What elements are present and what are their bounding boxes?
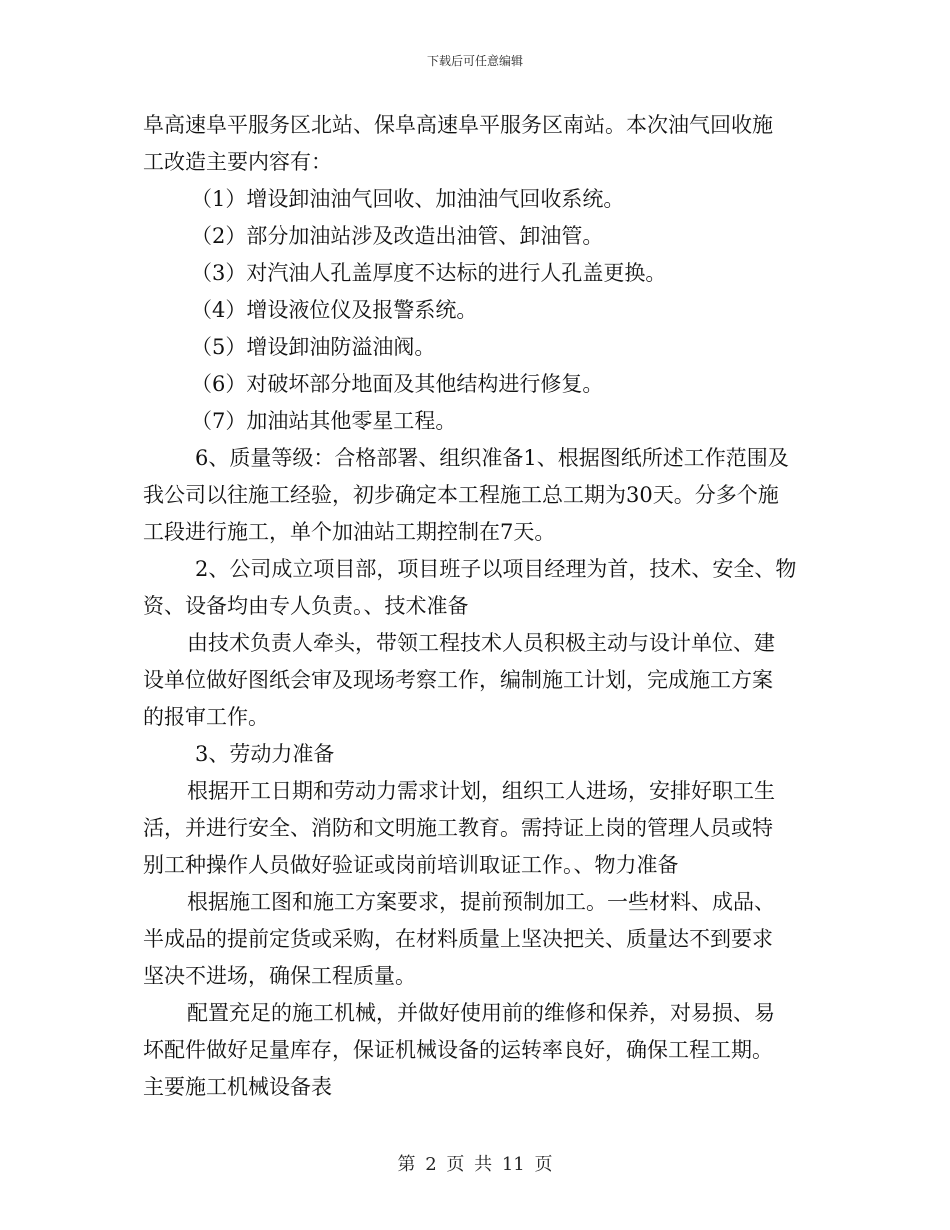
paragraph-line: 根据开工日期和劳动力需求计划，组织工人进场，安排好职工生 — [187, 779, 775, 803]
list-item: （3）对汽油人孔盖厚度不达标的进行人孔盖更换。 — [191, 261, 667, 285]
paragraph-line: 半成品的提前定货或采购，在材料质量上坚决把关、质量达不到要求 — [143, 927, 773, 951]
document-body — [143, 107, 815, 1106]
paragraph-line: 主要施工机械设备表 — [143, 1075, 332, 1099]
paragraph-line: 坏配件做好足量库存，保证机械设备的运转率良好，确保工程工期。 — [143, 1038, 773, 1062]
paragraph-line: 我公司以往施工经验，初步确定本工程施工总工期为30天。分多个施 — [143, 483, 779, 507]
list-item: （1）增设卸油油气回收、加油油气回收系统。 — [191, 187, 625, 211]
list-item: （4）增设液位仪及报警系统。 — [191, 298, 478, 322]
paragraph-line: 6、质量等级：合格部署、组织准备1、根据图纸所述工作范围及 — [195, 446, 789, 470]
paragraph-line: 坚决不进场，确保工程质量。 — [143, 964, 416, 988]
paragraph-line: 由技术负责人牵头，带领工程技术人员积极主动与设计单位、建 — [187, 631, 775, 655]
page-header-note: 下载后可任意编辑 — [426, 54, 523, 68]
list-item: （5）增设卸油防溢油阀。 — [191, 335, 436, 359]
paragraph-line: 活，并进行安全、消防和文明施工教育。需持证上岗的管理人员或特 — [143, 816, 773, 840]
paragraph-line: 的报审工作。 — [143, 705, 269, 729]
paragraph-line: 资、设备均由专人负责。、技术准备 — [143, 594, 469, 618]
paragraph-line: 别工种操作人员做好验证或岗前培训取证工作。、物力准备 — [143, 853, 679, 877]
page-number-footer: 第 2 页 共 11 页 — [397, 1154, 553, 1175]
paragraph-line: 工改造主要内容有： — [143, 150, 332, 174]
list-item: （6）对破坏部分地面及其他结构进行修复。 — [191, 372, 604, 396]
paragraph-line: 根据施工图和施工方案要求，提前预制加工。一些材料、成品、 — [187, 890, 775, 914]
list-item: （2）部分加油站涉及改造出油管、卸油管。 — [191, 224, 604, 248]
paragraph-line: 设单位做好图纸会审及现场考察工作，编制施工计划，完成施工方案 — [143, 668, 773, 692]
paragraph-line: 工段进行施工，单个加油站工期控制在7天。 — [143, 520, 556, 544]
paragraph-line: 2、公司成立项目部，项目班子以项目经理为首，技术、安全、物 — [195, 557, 797, 581]
list-item: （7）加油站其他零星工程。 — [191, 409, 457, 433]
paragraph-line: 配置充足的施工机械，并做好使用前的维修和保养，对易损、易 — [187, 1001, 775, 1025]
section-heading: 3、劳动力准备 — [195, 742, 335, 766]
paragraph-line: 阜高速阜平服务区北站、保阜高速阜平服务区南站。本次油气回收施 — [143, 113, 773, 137]
